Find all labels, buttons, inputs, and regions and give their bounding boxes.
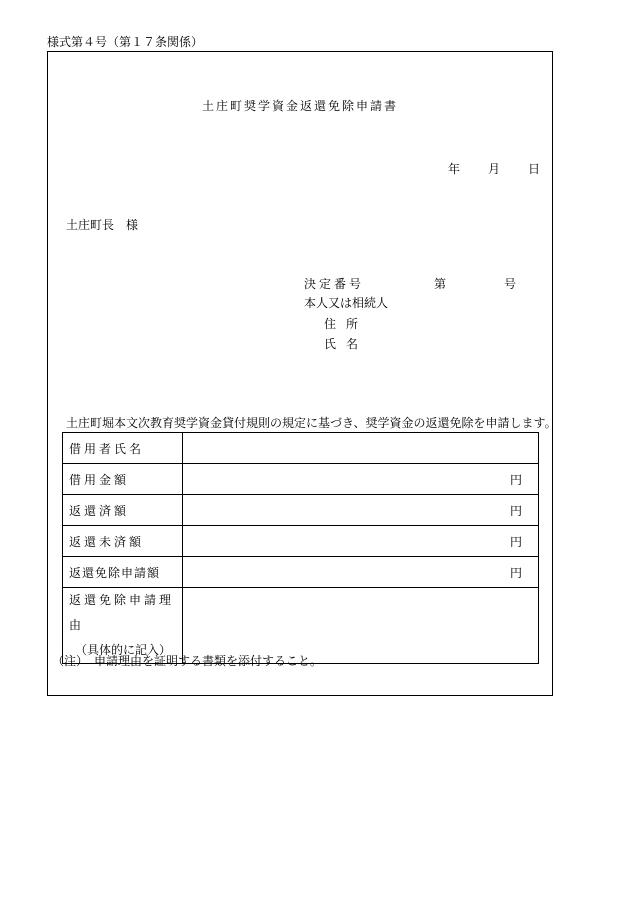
- table-row: [63, 526, 539, 557]
- yen-unit: 円: [509, 565, 522, 580]
- form-title: 土庄町奨学資金返還免除申請書: [201, 99, 398, 113]
- date-line: [448, 160, 540, 177]
- table-row: [63, 495, 539, 526]
- exemption-reason-line2: （具体的に記入）: [75, 643, 172, 657]
- borrower-name-field[interactable]: [183, 433, 539, 464]
- loan-amount-field[interactable]: [183, 464, 539, 495]
- exemption-reason-line1: 返還免除申請理由: [69, 593, 175, 632]
- table-row: [63, 464, 539, 495]
- borrower-name-label: 借用者氏名: [63, 433, 183, 464]
- addressee: 土庄町長 様: [66, 218, 139, 232]
- repaid-amount-field[interactable]: [183, 495, 539, 526]
- year-label: 年: [447, 162, 460, 176]
- yen-unit: 円: [509, 503, 522, 518]
- loan-amount-label: 借用金額: [63, 464, 183, 495]
- day-label: 日: [527, 162, 540, 176]
- repaid-amount-label: 返還済額: [63, 495, 183, 526]
- application-statement: 土庄町堀本文次教育奨学資金貸付規則の規定に基づき、奨学資金の返還免除を申請します。: [66, 416, 557, 430]
- address-label: 住所: [324, 317, 369, 331]
- decision-number-go: 号: [504, 277, 517, 291]
- exemption-amount-label: 返還免除申請額: [63, 557, 183, 588]
- decision-number-label: 決定番号: [304, 277, 365, 291]
- applicant-label: 本人又は相続人: [304, 296, 389, 310]
- exemption-amount-field[interactable]: [183, 557, 539, 588]
- form-frame: [47, 51, 557, 696]
- footnote: （注） 申請理由を証明する書類を添付すること。: [52, 654, 323, 668]
- month-label: 月: [487, 162, 500, 176]
- loan-details-table: [62, 432, 539, 664]
- table-row: [63, 557, 539, 588]
- yen-unit: 円: [509, 534, 522, 549]
- decision-number-dai: 第: [434, 277, 447, 291]
- unpaid-amount-label: 返還未済額: [63, 526, 183, 557]
- yen-unit: 円: [509, 472, 522, 487]
- unpaid-amount-field[interactable]: [183, 526, 539, 557]
- name-label: 氏名: [324, 337, 369, 351]
- table-row: [63, 433, 539, 464]
- form-number-label: 様式第４号（第１７条関係）: [47, 35, 204, 49]
